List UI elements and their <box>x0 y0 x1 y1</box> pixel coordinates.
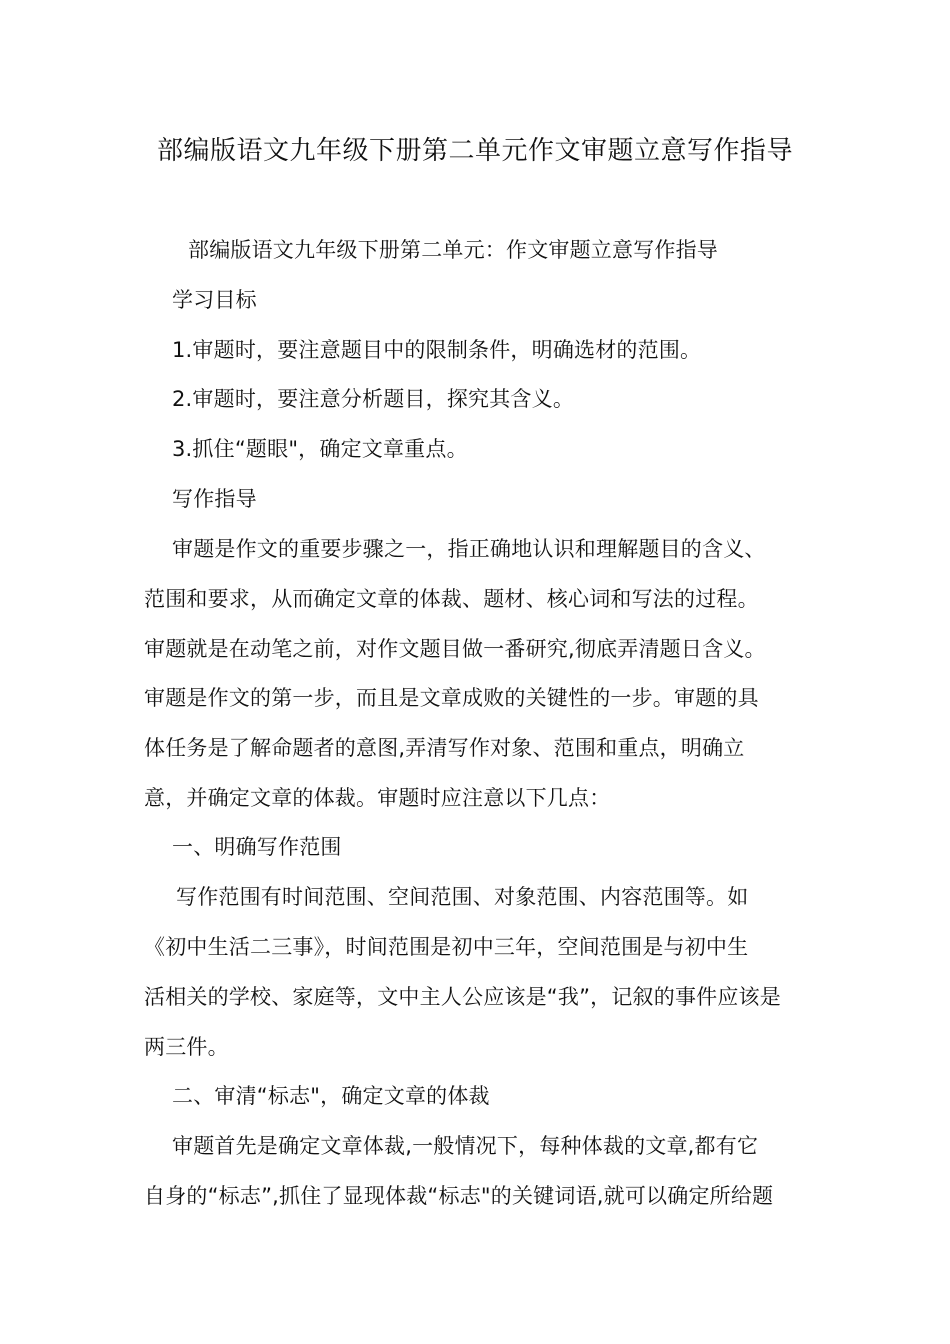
document-subtitle: 部编版语文九年级下册第二单元：作文审题立意写作指导 <box>188 238 718 262</box>
objective-item: 2.审题时，要注意分析题目，探究其含义。 <box>172 387 575 411</box>
paragraph-line: 意，并确定文章的体裁。审题时应注意以下几点： <box>144 786 611 810</box>
objective-item: 1.审题时，要注意题目中的限制条件，明确选材的范围。 <box>172 338 702 362</box>
paragraph-line: 范围和要求，从而确定文章的体裁、题材、核心词和写法的过程。 <box>144 587 759 611</box>
paragraph-line: 《初中生活二三事》，时间范围是初中三年，空间范围是与初中生 <box>144 935 749 959</box>
paragraph-line: 审题是作文的重要步骤之一，指正确地认识和理解题目的含义、 <box>172 537 766 561</box>
paragraph-line: 审题首先是确定文章体裁,一般情况下，每种体裁的文章,都有它 <box>172 1134 759 1158</box>
document-title: 部编版语文九年级下册第二单元作文审题立意写作指导 <box>156 136 793 166</box>
section-heading: 二、审清“标志"，确定文章的体裁 <box>172 1084 490 1108</box>
objective-item: 3.抓住“题眼"，确定文章重点。 <box>172 437 468 461</box>
paragraph-line: 体任务是了解命题者的意图,弄清写作对象、范围和重点，明确立 <box>144 736 745 760</box>
paragraph-line: 自身的“标志”,抓住了显现体裁“标志"的关键词语,就可以确定所给题 <box>144 1184 774 1208</box>
heading-objectives: 学习目标 <box>172 288 257 312</box>
paragraph-line: 写作范围有时间范围、空间范围、对象范围、内容范围等。如 <box>176 885 749 909</box>
section-heading: 一、明确写作范围 <box>172 835 342 859</box>
paragraph-line: 两三件。 <box>144 1035 229 1059</box>
heading-guidance: 写作指导 <box>172 487 257 511</box>
paragraph-line: 审题就是在动笔之前，对作文题目做一番研究,彻底弄清题日含义。 <box>144 637 766 661</box>
paragraph-line: 活相关的学校、家庭等，文中主人公应该是“我”，记叙的事件应该是 <box>144 985 781 1009</box>
paragraph-line: 审题是作文的第一步，而且是文章成败的关键性的一步。审题的具 <box>144 686 759 710</box>
